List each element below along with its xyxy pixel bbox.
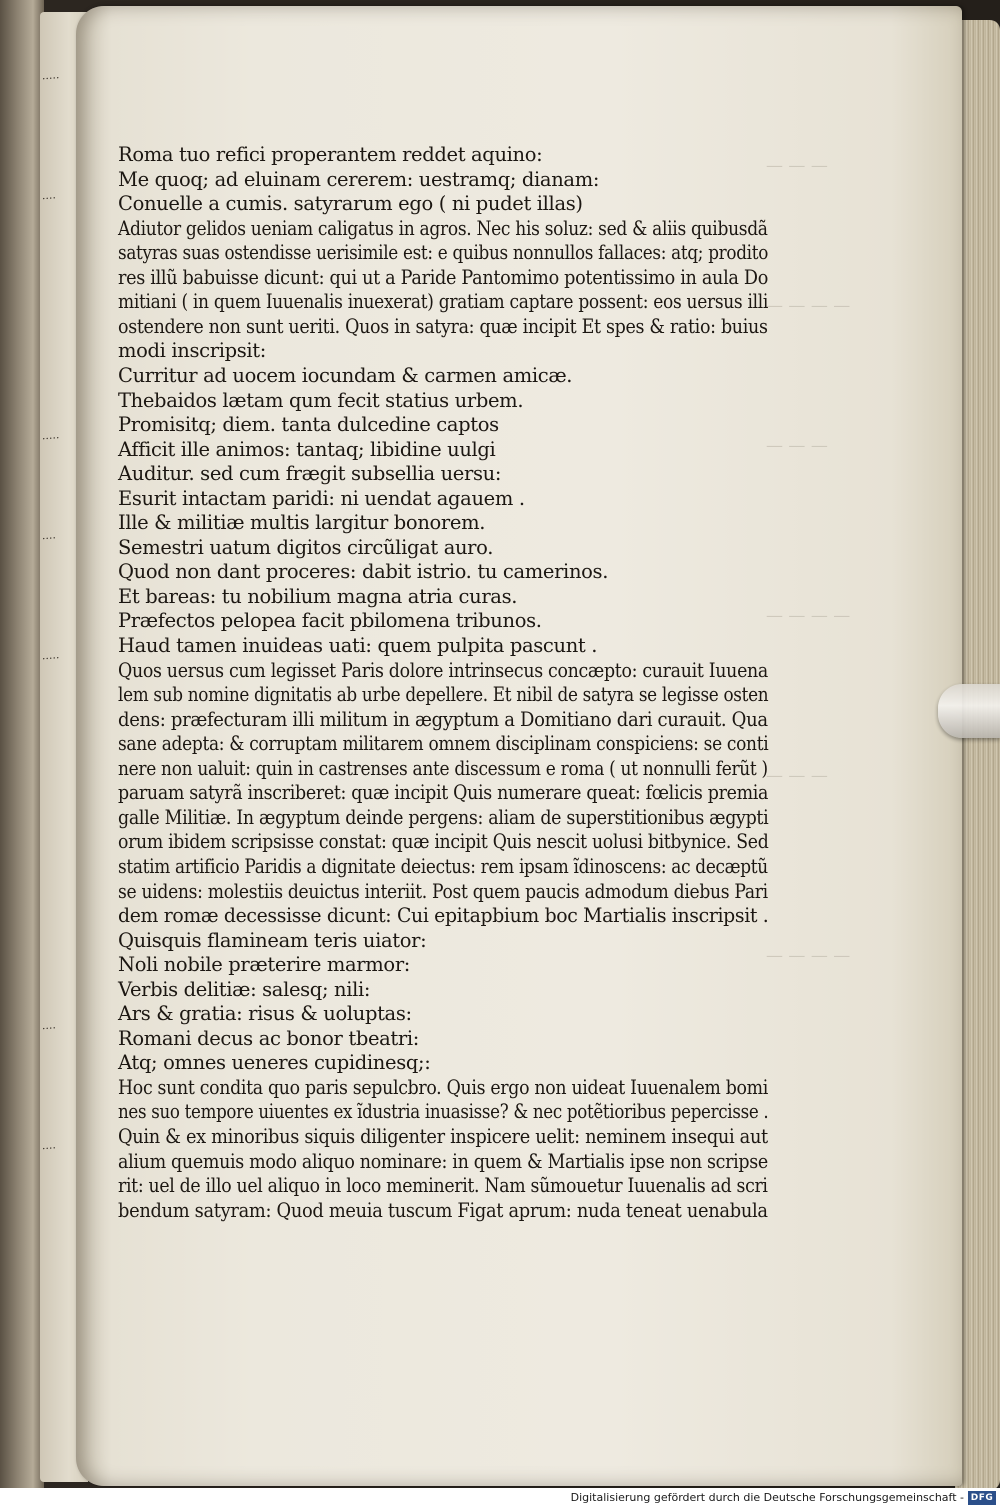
text-line: Quin & ex minoribus siquis diligenter inspicere uelit: neminem insequi aut xyxy=(118,1125,768,1148)
text-line: dem romæ decessisse dicunt: Cui epitapbium boc Martialis inscripsit . xyxy=(118,904,769,928)
facing-page-text-fragment: ···· xyxy=(41,1141,57,1156)
text-line: nere non ualuit: quin in castrenses ante discessum e roma ( ut nonnulli ferũt ) xyxy=(118,756,768,780)
bleed-through-text: — — — xyxy=(766,156,828,176)
text-line: Quod non dant proceres: dabit istrio. tu camerinos. xyxy=(118,560,609,584)
text-line: Semestri uatum digitos circũligat auro. xyxy=(118,535,494,559)
text-line: Ille & militiæ multis largitur bonorem. xyxy=(118,511,486,535)
text-line: Verbis delitiæ: salesq; nili: xyxy=(118,977,371,1001)
text-line: Quisquis flamineam teris uiator: xyxy=(118,928,427,952)
dfg-logo: DFG xyxy=(968,1491,996,1505)
text-line: alium quemuis modo aliquo nominare: in quem & Martialis ipse non scripse xyxy=(118,1149,768,1173)
facing-page-text-fragment: ····· xyxy=(41,71,60,86)
text-line: Me quoq; ad eluinam cererem: uestramq; dianam: xyxy=(118,167,600,191)
text-line: Adiutor gelidos ueniam caligatus in agros. Nec his soluz: sed & aliis quibusdã xyxy=(118,216,768,240)
text-line: Præfectos pelopea facit pbilomena tribunos. xyxy=(118,609,542,633)
text-line: res illũ babuisse dicunt: qui ut a Paride Pantomimo potentissimo in aula Do xyxy=(118,265,769,289)
text-line: Romani decus ac bonor tbeatri: xyxy=(118,1026,419,1050)
facing-page-text-fragment: ···· xyxy=(41,191,57,206)
text-line: Atq; omnes ueneres cupidinesq;: xyxy=(118,1051,431,1075)
page-clip xyxy=(938,684,1000,738)
text-block xyxy=(118,142,898,1222)
facing-page-text-fragment: ····· xyxy=(41,651,60,666)
text-line: nes suo tempore uiuentes ex ĩdustria inuasisse? & nec potẽtioribus pepercisse . xyxy=(118,1100,769,1124)
text-line: satyras suas ostendisse uerisimile est: e quibus nonnullos fallaces: atq; prodito xyxy=(118,241,769,265)
text-line: paruam satyrã inscriberet: quæ incipit Quis numerare queat: fœlicis premia xyxy=(118,781,769,805)
text-line: Roma tuo refici properantem reddet aquino: xyxy=(118,143,543,166)
text-line: galle Militiæ. In ægyptum deinde pergens: aliam de superstitionibus ægypti xyxy=(118,805,769,829)
text-line: Auditur. sed cum frægit subsellia uersu: xyxy=(118,462,502,486)
text-line: Thebaidos lætam qum fecit statius urbem. xyxy=(118,388,524,412)
text-line: Et bareas: tu nobilium magna atria curas. xyxy=(118,584,518,608)
text-line: sane adepta: & corruptam militarem omnem disciplinam conspiciens: se conti xyxy=(118,732,769,756)
text-line: modi inscripsit: xyxy=(118,339,266,363)
text-line: se uidens: molestiis deuictus interiit. Post quem paucis admodum diebus Pari xyxy=(118,879,768,903)
text-line: Curritur ad uocem iocundam & carmen amicæ. xyxy=(118,363,573,387)
text-line: Conuelle a cumis. satyrarum ego ( ni pudet illas) xyxy=(118,192,583,216)
text-line: lem sub nomine dignitatis ab urbe depellere. Et nibil de satyra se legisse osten xyxy=(118,683,769,707)
text-line: Noli nobile præterire marmor: xyxy=(118,953,411,977)
text-line: Esurit intactam paridi: ni uendat agauem . xyxy=(118,486,525,510)
text-line: orum ibidem scripsisse constat: quæ incipit Quis nescit uolusi bitbynice. Sed xyxy=(118,830,769,854)
text-line: dens: præfecturam illi militum in ægyptum a Domitiano dari curauit. Qua xyxy=(118,707,768,731)
text-line: Afficit ille animos: tantaq; libidine uulgi xyxy=(118,437,496,461)
left-page-edge xyxy=(0,0,44,1509)
digitization-credit: Digitalisierung gefördert durch die Deutsche Forschungsgemeinschaft - xyxy=(570,1491,964,1504)
bleed-through-text: — — — — xyxy=(766,606,851,626)
text-line: Ars & gratia: risus & uoluptas: xyxy=(118,1002,412,1026)
bleed-through-text: — — — — xyxy=(766,946,851,966)
text-line: Promisitq; diem. tanta dulcedine captos xyxy=(118,413,499,437)
text-line: ostendere non sunt ueriti. Quos in satyra: quæ incipit Et spes & ratio: buius xyxy=(118,314,768,338)
footer-bar xyxy=(0,1488,1000,1509)
facing-page-text-fragment: ····· xyxy=(41,431,60,446)
bleed-through-text: — — — — xyxy=(766,296,851,316)
text-line: rit: uel de illo uel aliquo in loco meminerit. Nam sũmouetur Iuuenalis ad scri xyxy=(118,1174,768,1198)
text-line: Hoc sunt condita quo paris sepulcbro. Quis ergo non uideat Iuuenalem bomi xyxy=(118,1075,769,1099)
text-line: statim artificio Paridis a dignitate deiectus: rem ipsam ĩdinoscens: ac decæptũ xyxy=(118,854,768,878)
text-line: Haud tamen inuideas uati: quem pulpita pascunt . xyxy=(118,634,598,657)
bleed-through-text: — — — xyxy=(766,436,828,456)
text-line: mitiani ( in quem Iuuenalis inuexerat) gratiam captare possent: eos uersus illi xyxy=(118,290,769,314)
facing-page-text-fragment: ···· xyxy=(41,531,57,546)
text-line: Quos uersus cum legisset Paris dolore intrinsecus concæpto: curauit Iuuena xyxy=(118,658,768,682)
bleed-through-text: — — — xyxy=(766,766,828,786)
text-line: bendum satyram: Quod meuia tuscum Figat aprum: nuda teneat uenabula xyxy=(118,1198,768,1222)
facing-page-text-fragment: ···· xyxy=(41,1021,57,1036)
